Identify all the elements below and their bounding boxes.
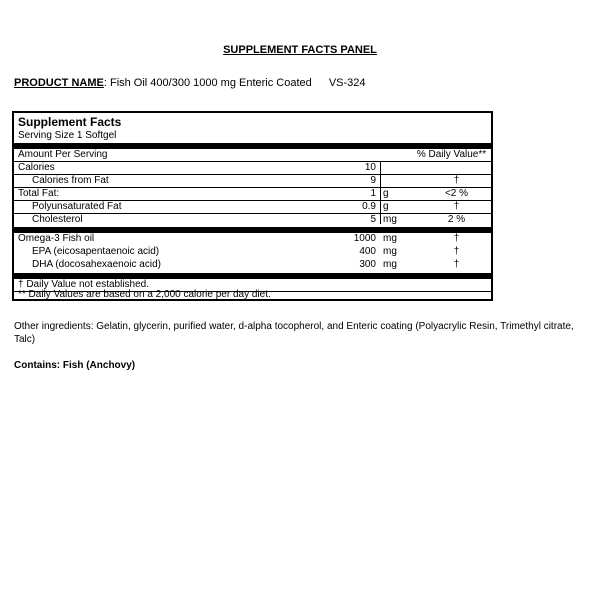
ingredient-name: EPA (eicosapentaenoic acid): [32, 246, 160, 257]
nutrient-name: Total Fat:: [18, 188, 60, 199]
amount-header-row: [14, 149, 491, 161]
ingredient-dv: †: [453, 246, 460, 257]
omega-row: [14, 259, 491, 271]
nutrient-name: Polyunsaturated Fat: [32, 201, 122, 212]
nutrient-dv: <2 %: [444, 188, 469, 199]
nutrient-amount: 9: [370, 175, 376, 186]
product-line: [14, 77, 366, 89]
nutrient-amount: 10: [364, 162, 376, 173]
omega-row: [14, 246, 491, 258]
footnote-dv-text: ** Daily Values are based on a 2,000 calorie per day diet.: [18, 289, 271, 300]
supplement-facts-panel: [12, 111, 493, 301]
amount-per-serving-label: Amount Per Serving: [18, 149, 108, 160]
ingredient-amount: 400: [359, 246, 376, 257]
footnote-dv: [14, 289, 491, 301]
ingredient-amount: 1000: [353, 233, 376, 244]
ingredient-name: DHA (docosahexaenoic acid): [32, 259, 161, 270]
ingredient-dv: †: [453, 233, 460, 244]
nutrient-unit: g: [383, 201, 389, 212]
panel-title: Supplement Facts: [18, 115, 122, 129]
ingredient-unit: mg: [383, 246, 397, 257]
nutrient-amount: 5: [370, 214, 376, 225]
nutrient-dv: †: [453, 201, 460, 212]
nutrient-name: Cholesterol: [32, 214, 83, 225]
product-name: Fish Oil 400/300 1000 mg Enteric Coated: [109, 77, 312, 89]
nutrient-dv: †: [453, 175, 460, 186]
product-code: VS-324: [328, 77, 366, 89]
nutrient-dv: 2 %: [447, 214, 466, 225]
omega-row: [14, 233, 491, 245]
ingredient-dv: †: [453, 259, 460, 270]
nutrient-amount: 1: [370, 188, 376, 199]
nutrient-row: [14, 214, 491, 226]
nutrient-unit: mg: [383, 214, 397, 225]
other-ingredients: Other ingredients: Gelatin, glycerin, purified water, d-alpha tocopherol, and Enteric coating (Polyacrylic Resin, Trimethyl citrate, Talc): [14, 321, 574, 345]
document-title: SUPPLEMENT FACTS PANEL: [223, 44, 377, 56]
ingredient-unit: mg: [383, 259, 397, 270]
product-name-label: PRODUCT NAME: [14, 77, 104, 89]
ingredient-unit: mg: [383, 233, 397, 244]
nutrient-amount: 0.9: [362, 201, 376, 212]
colon: :: [103, 77, 107, 89]
nutrient-row: [14, 162, 491, 174]
nutrient-name: Calories from Fat: [32, 175, 109, 186]
footnote-dagger-text: † Daily Value not established.: [18, 279, 150, 290]
allergen-statement: Contains: Fish (Anchovy): [14, 360, 136, 371]
nutrient-unit: g: [383, 188, 389, 199]
nutrient-name: Calories: [18, 162, 55, 173]
nutrient-row: [14, 188, 491, 200]
daily-value-header: % Daily Value**: [416, 149, 487, 160]
nutrient-row: [14, 201, 491, 213]
serving-size: Serving Size 1 Softgel: [18, 130, 117, 141]
ingredient-name: Omega-3 Fish oil: [18, 233, 95, 244]
ingredient-amount: 300: [359, 259, 376, 270]
nutrient-row: [14, 175, 491, 187]
